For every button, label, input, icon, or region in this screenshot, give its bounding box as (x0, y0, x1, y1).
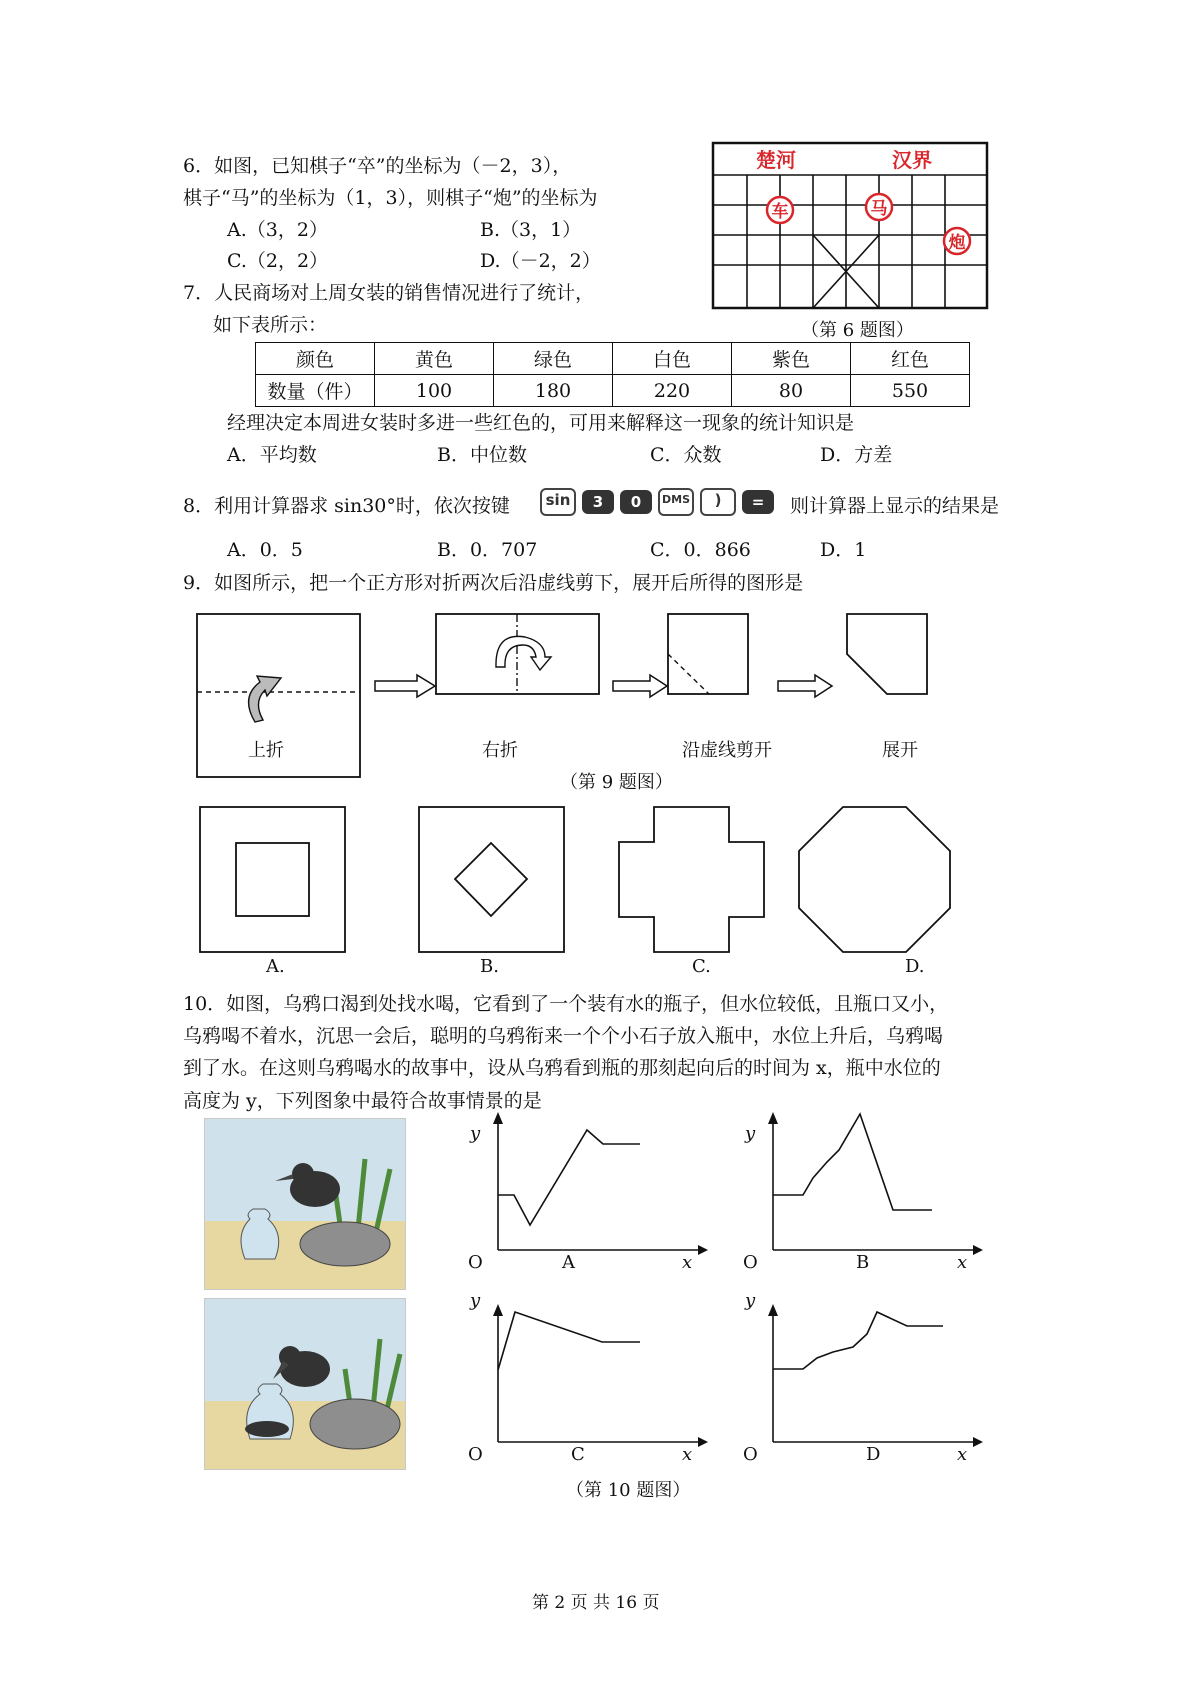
table-cell: 颜色 (256, 343, 375, 375)
page-footer: 第 2 页 共 16 页 (532, 1593, 660, 1613)
option-a-figure (200, 807, 345, 952)
graph-b-x-label: x (957, 1252, 968, 1273)
graph-c-origin: O (468, 1444, 483, 1465)
graph-b-y-label: y (745, 1123, 756, 1144)
q9-fold-diagram (195, 612, 945, 782)
q6-option-c: C.（2，2） (227, 250, 329, 272)
graph-a-origin: O (468, 1252, 483, 1273)
q10-graph-a (470, 1110, 710, 1260)
graph-b-origin: O (743, 1252, 758, 1273)
graph-b-label: B (856, 1252, 870, 1273)
option-d-figure (799, 807, 950, 952)
q9-line1: 9．如图所示，把一个正方形对折两次后沿虚线剪下，展开后所得的图形是 (183, 572, 804, 594)
q8-option-a: A．0．5 (227, 539, 303, 561)
q8-key-sequence (540, 488, 780, 516)
q10-line4: 高度为 y，下列图象中最符合故事情景的是 (183, 1090, 542, 1112)
q9-step-unfold: 展开 (882, 740, 918, 761)
q8-option-d: D．1 (820, 539, 867, 561)
graph-a-x-label: x (682, 1252, 693, 1273)
table-cell: 180 (494, 375, 613, 407)
q6-caption: （第 6 题图） (801, 320, 914, 341)
q10-graph-b (745, 1110, 985, 1260)
crow-picture-after (204, 1298, 406, 1470)
graph-d-origin: O (743, 1444, 758, 1465)
q6-option-a: A.（3，2） (227, 219, 328, 241)
q9-label-a: A. (266, 956, 285, 977)
crow-picture-before (204, 1118, 406, 1290)
graph-c-y-label: y (470, 1290, 481, 1311)
graph-a-label: A (562, 1252, 575, 1273)
piece-ma (866, 194, 892, 220)
q8-suffix: 则计算器上显示的结果是 (790, 495, 1000, 517)
q7-option-a: A．平均数 (227, 444, 317, 466)
q10-graph-c (470, 1302, 710, 1452)
q10-graph-d (745, 1302, 985, 1452)
graph-d-label: D (866, 1444, 881, 1465)
table-cell: 220 (613, 375, 732, 407)
q9-step-right-fold: 右折 (482, 740, 518, 761)
q9-step-cut: 沿虚线剪开 (682, 740, 772, 761)
table-cell: 80 (732, 375, 851, 407)
q6-option-d: D.（－2，2） (480, 250, 601, 272)
table-cell: 数量（件） (256, 375, 375, 407)
option-b-figure (419, 807, 564, 952)
q10-line1: 10．如图，乌鸦口渴到处找水喝，它看到了一个装有水的瓶子，但水位较低，且瓶口又小， (183, 993, 949, 1015)
q8-prefix: 8．利用计算器求 sin30°时，依次按键 (183, 495, 510, 517)
piece-pao-label: 炮 (948, 233, 966, 253)
q6-option-b: B.（3，1） (480, 219, 582, 241)
key-dms: DMS (658, 488, 694, 516)
piece-pao (944, 228, 970, 254)
graph-a-y-label: y (470, 1123, 481, 1144)
q9-label-b: B. (480, 956, 499, 977)
table-cell: 紫色 (732, 343, 851, 375)
q6-line2: 棋子“马”的坐标为（1，3），则棋子“炮”的坐标为 (183, 187, 598, 209)
q8-option-b: B．0．707 (437, 539, 538, 561)
q10-caption: （第 10 题图） (566, 1480, 691, 1501)
q7-option-c: C．众数 (650, 444, 722, 466)
table-header-row (256, 343, 970, 375)
table-cell: 550 (851, 375, 970, 407)
piece-che-label: 车 (771, 202, 789, 222)
q7-option-b: B．中位数 (437, 444, 527, 466)
q10-line2: 乌鸦喝不着水，沉思一会后，聪明的乌鸦衔来一个个小石子放入瓶中，水位上升后，乌鸦喝 (183, 1025, 944, 1047)
board-han-jie: 汉界 (892, 148, 932, 172)
table-row (256, 375, 970, 407)
q7-option-d: D．方差 (820, 444, 893, 466)
piece-che (767, 197, 793, 223)
q9-caption: （第 9 题图） (560, 772, 673, 793)
q6-line1: 6．如图，已知棋子“卒”的坐标为（－2，3）， (183, 155, 572, 177)
table-cell: 100 (375, 375, 494, 407)
q9-label-c: C. (692, 956, 711, 977)
q10-line3: 到了水。在这则乌鸦喝水的故事中，设从乌鸦看到瓶的那刻起向后的时间为 x，瓶中水位的 (183, 1057, 941, 1079)
key-sin: sin (540, 488, 576, 516)
q7-line2: 如下表所示： (213, 314, 328, 336)
q7-line1: 7．人民商场对上周女装的销售情况进行了统计， (183, 282, 595, 304)
board-chu-he: 楚河 (756, 148, 796, 172)
q6-chess-board (712, 142, 988, 310)
graph-c-label: C (571, 1444, 585, 1465)
piece-ma-label: 马 (870, 199, 888, 219)
key-3: 3 (582, 490, 614, 514)
q9-step-up-fold: 上折 (248, 740, 284, 761)
key-0: 0 (620, 490, 652, 514)
graph-d-y-label: y (745, 1290, 756, 1311)
key-equals: = (742, 490, 774, 514)
graph-d-x-label: x (957, 1444, 968, 1465)
option-c-figure (619, 807, 764, 952)
q8-option-c: C．0．866 (650, 539, 751, 561)
q9-label-d: D. (905, 956, 925, 977)
q7-sales-table (255, 342, 970, 407)
key-close-paren: ) (700, 488, 736, 516)
q9-option-figures (198, 805, 998, 955)
table-cell: 黄色 (375, 343, 494, 375)
graph-c-x-label: x (682, 1444, 693, 1465)
q7-line3: 经理决定本周进女装时多进一些红色的，可用来解释这一现象的统计知识是 (227, 412, 855, 434)
table-cell: 绿色 (494, 343, 613, 375)
table-cell: 白色 (613, 343, 732, 375)
table-cell: 红色 (851, 343, 970, 375)
